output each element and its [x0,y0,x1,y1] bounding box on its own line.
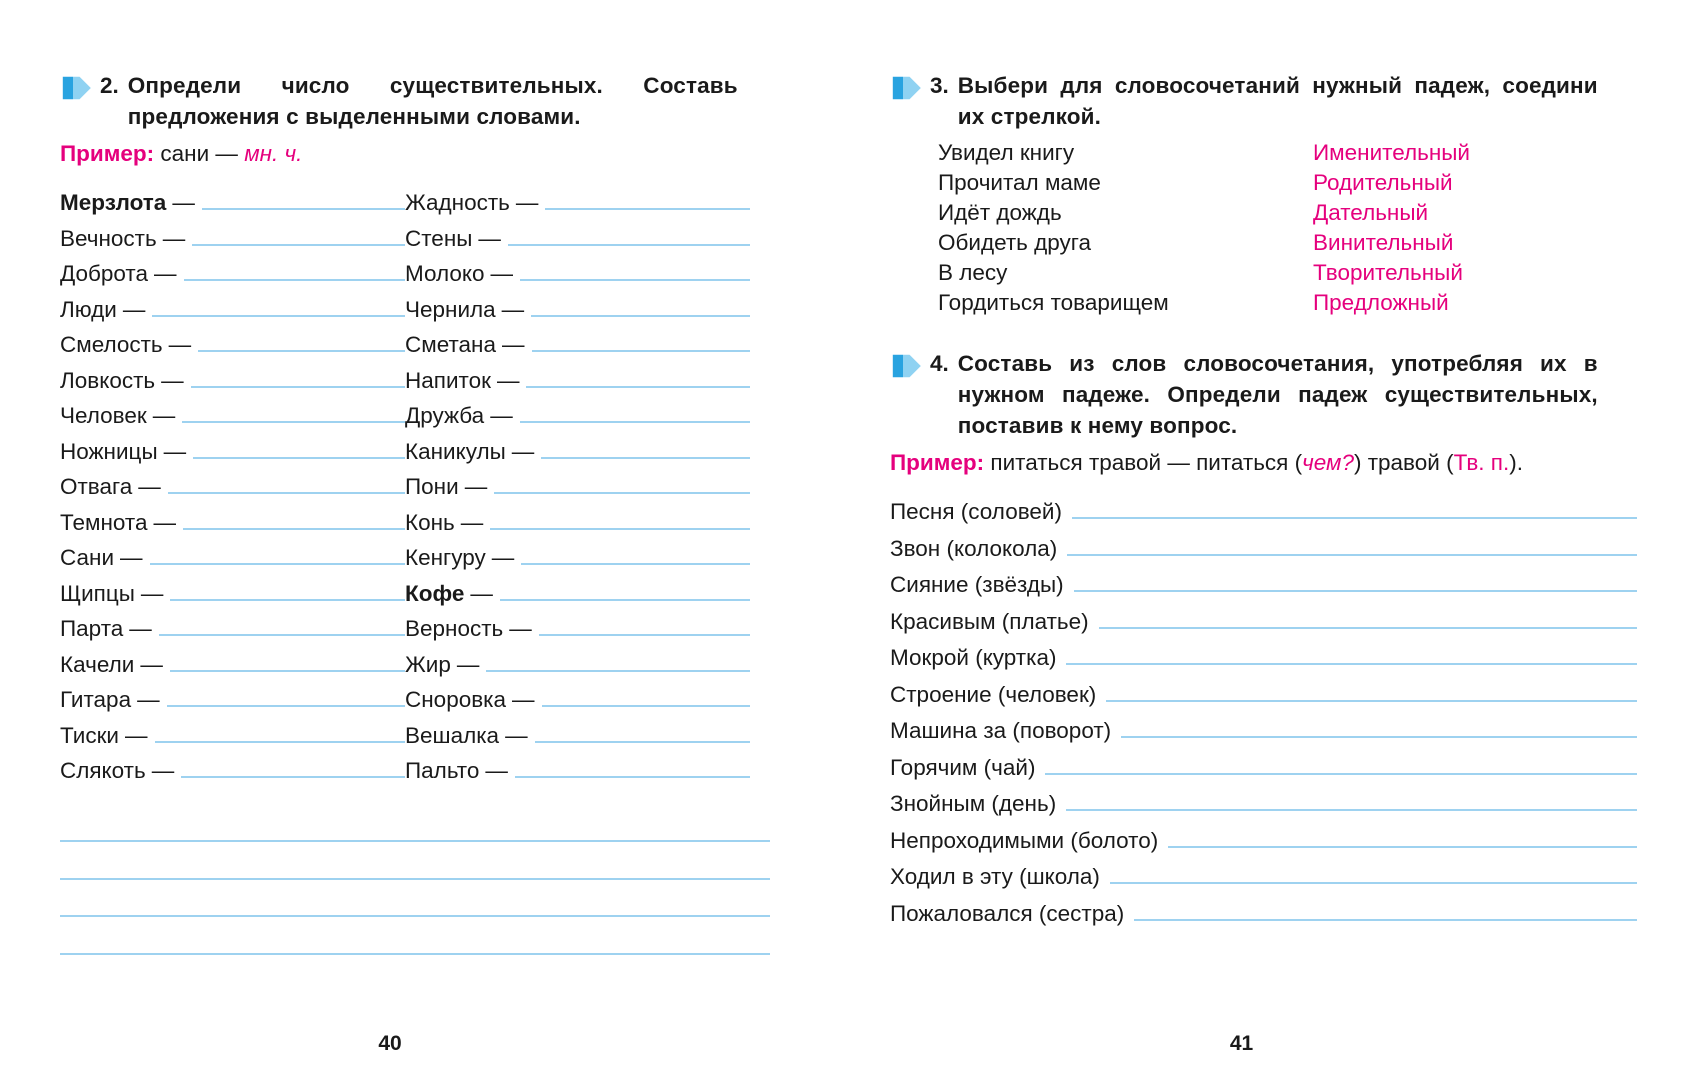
dash-separator: — [501,296,525,322]
exercise-2-columns [60,183,770,787]
dash-separator: — [125,722,148,748]
answer-blank[interactable] [159,609,405,636]
answer-blank[interactable] [181,751,405,778]
example-answer: мн. ч. [244,141,303,166]
word-fill-row [405,361,750,397]
exercise-4-rows [890,492,1637,930]
writing-line[interactable] [60,805,770,843]
word-label: Чернила [405,296,496,322]
dash-separator: — [512,687,535,712]
word-fill-row [405,716,750,752]
exercise-marker-icon [60,73,94,103]
word-fill-row [405,432,750,468]
word-label: Кенгуру [405,545,486,570]
word-fill-row [405,183,750,219]
exercise-4-example [890,447,1637,478]
exercise-3-header [890,70,1637,132]
dash-separator: — [478,225,501,251]
answer-blank[interactable] [150,538,405,565]
word-label: Гитара [60,687,132,712]
phrase-label: Песня (соловей) [890,499,1062,524]
example-label: Пример: [890,450,985,475]
dash-separator: — [490,261,514,286]
answer-blank[interactable] [1067,529,1637,556]
answer-blank[interactable] [535,716,750,743]
word-fill-row [405,538,750,574]
phrase-fill-row [890,784,1637,821]
word-fill-row [60,751,405,787]
dash-separator: — [161,367,184,393]
dash-separator: — [460,509,484,535]
phrase-label: Мокрой (куртка) [890,645,1057,670]
phrase-item[interactable]: Увидел книгу [938,140,1075,165]
answer-blank[interactable] [508,219,750,246]
answer-blank[interactable] [183,503,405,530]
word-fill-row [405,325,750,361]
phrase-label: Сияние (звёзды) [890,572,1064,597]
answer-blank[interactable] [520,396,750,423]
word-fill-row [60,325,405,361]
answer-blank[interactable] [1072,492,1637,519]
writing-line[interactable] [60,842,770,880]
example-part3: ). [1509,450,1523,475]
dash-separator: — [153,509,176,535]
answer-blank[interactable] [182,396,405,423]
phrase-item[interactable]: В лесу [938,260,1008,285]
example-text: сани — [160,141,238,166]
word-label: Сметана [405,332,496,357]
answer-blank[interactable] [184,254,406,281]
answer-blank[interactable] [192,219,405,246]
phrase-label: Красивым (платье) [890,608,1089,634]
phrase-fill-row [890,821,1637,858]
answer-blank[interactable] [490,503,750,530]
answer-blank[interactable] [1121,711,1637,738]
answer-blank[interactable] [1106,675,1637,702]
word-label: Пони [405,474,459,499]
word-label: Мерзлота [60,190,167,215]
exercise-2-header [60,70,770,132]
writing-line[interactable] [60,880,770,918]
word-label: Жир [405,651,451,677]
word-label: Тиски [60,722,119,748]
answer-blank[interactable] [1074,565,1637,592]
answer-blank[interactable] [202,183,405,210]
page-number-right: 41 [1229,1032,1254,1055]
phrase-label: Горячим (чай) [890,754,1036,780]
dash-separator: — [509,616,532,641]
word-fill-row [60,609,405,645]
answer-blank[interactable] [486,645,750,672]
answer-blank[interactable] [545,183,750,210]
answer-blank[interactable] [193,432,405,459]
page-number-left: 40 [378,1032,402,1055]
dash-separator: — [168,332,192,357]
word-fill-row [405,574,750,610]
example-part1: питаться травой — питаться ( [990,450,1303,475]
answer-blank[interactable] [1045,748,1637,775]
phrase-fill-row [890,492,1637,529]
dash-separator: — [502,332,525,357]
word-label: Напиток [405,367,491,393]
dash-separator: — [162,225,186,251]
answer-blank[interactable] [1066,784,1637,811]
phrase-label: Ходил в эту (школа) [890,864,1100,889]
phrase-item[interactable]: Идёт дождь [938,200,1062,225]
phrase-label: Пожаловался (сестра) [890,900,1125,926]
answer-blank[interactable] [167,680,405,707]
exercise-3-number: 3. [930,73,949,98]
answer-blank[interactable] [168,467,405,494]
dash-separator: — [122,296,146,322]
word-fill-row [405,467,750,503]
word-fill-row [60,538,405,574]
dash-separator: — [515,190,539,215]
word-fill-row [405,645,750,681]
word-fill-row [60,290,405,326]
answer-blank[interactable] [170,574,405,601]
phrase-fill-row [890,857,1637,894]
dash-separator: — [511,438,535,464]
phrase-fill-row [890,602,1637,639]
example-part2: ) травой ( [1353,450,1454,475]
phrase-item[interactable]: Гордиться товарищем [938,290,1169,315]
exercise-3-phrase-column [938,138,1313,318]
phrase-label: Машина за (поворот) [890,718,1112,743]
word-label: Вечность [60,225,157,251]
dash-separator: — [151,758,175,783]
answer-blank[interactable] [1066,638,1637,665]
example-question: чем? [1302,450,1354,475]
dash-separator: — [470,580,493,606]
dash-separator: — [505,722,528,748]
answer-blank[interactable] [198,325,405,352]
case-item[interactable]: Именительный [1313,140,1470,165]
word-label: Молоко [405,261,485,286]
case-item[interactable]: Винительный [1313,230,1454,255]
dash-separator: — [138,474,161,499]
case-item[interactable]: Предложный [1313,290,1449,315]
word-label: Пальто [405,758,480,783]
phrase-label: Строение (человек) [890,681,1097,707]
exercise-2-column-1 [60,183,405,787]
exercise-4-header [890,348,1637,441]
word-fill-row [60,467,405,503]
phrase-label: Непроходимыми (болото) [890,827,1159,853]
page-right [830,0,1697,1080]
exercise-4-number: 4. [930,351,949,376]
answer-blank[interactable] [541,432,750,459]
dash-separator: — [456,651,480,677]
dash-separator: — [490,403,513,428]
answer-blank[interactable] [1168,821,1637,848]
answer-blank[interactable] [500,574,750,601]
phrase-item[interactable]: Прочитал маме [938,170,1101,195]
word-label: Щипцы [60,580,135,606]
word-fill-row [405,609,750,645]
word-fill-row [405,503,750,539]
dash-separator: — [496,367,520,393]
word-label: Слякоть [60,758,146,783]
word-label: Вешалка [405,722,500,748]
word-fill-row [405,219,750,255]
exercise-3-case-column [1313,138,1613,318]
phrase-item[interactable]: Обидеть друга [938,230,1091,255]
phrase-fill-row [890,638,1637,675]
word-label: Ножницы [60,438,158,464]
answer-blank[interactable] [494,467,750,494]
word-label: Человек [60,403,147,428]
exercise-2-column-2 [405,183,750,787]
example-label: Пример: [60,141,155,166]
phrase-fill-row [890,748,1637,785]
exercise-3-matching [938,138,1637,318]
word-fill-row [60,219,405,255]
answer-blank[interactable] [521,538,750,565]
answer-blank[interactable] [170,645,405,672]
word-fill-row [405,254,750,290]
word-label: Отвага [60,474,133,499]
word-label: Кофе [405,580,465,606]
exercise-2-writing-lines [60,805,770,955]
word-fill-row [405,396,750,432]
exercise-marker-icon [890,351,924,381]
dash-separator: — [140,651,163,677]
exercise-4-title: Составь из слов словосочетания, употребляя их в нужном падеже. Определи падеж существительных, поставив к нему вопрос. [957,351,1598,438]
word-fill-row [60,254,405,290]
answer-blank[interactable] [152,290,405,317]
exercise-2-number: 2. [100,73,119,98]
word-fill-row [60,503,405,539]
word-fill-row [405,290,750,326]
dash-separator: — [485,758,508,783]
answer-blank[interactable] [515,751,750,778]
example-case-short: Тв. п. [1453,450,1510,475]
word-fill-row [60,574,405,610]
dash-separator: — [172,190,195,215]
exercise-marker-icon [890,73,924,103]
word-label: Сноровка [405,687,507,712]
word-label: Каникулы [405,438,506,464]
word-label: Конь [405,509,455,535]
dash-separator: — [129,616,152,641]
word-label: Жадность [405,190,510,215]
dash-separator: — [120,545,143,570]
word-label: Верность [405,616,504,641]
answer-blank[interactable] [191,361,405,388]
word-fill-row [60,716,405,752]
case-item[interactable]: Дательный [1313,200,1429,225]
answer-blank[interactable] [1099,602,1637,629]
dash-separator: — [491,545,515,570]
phrase-label: Знойным (день) [890,791,1057,816]
phrase-fill-row [890,675,1637,712]
word-fill-row [405,751,750,787]
exercise-3-title: Выбери для словосочетаний нужный падеж, соедини их стрелкой. [957,73,1598,129]
word-label: Ловкость [60,367,156,393]
word-fill-row [405,680,750,716]
dash-separator: — [137,687,160,712]
word-fill-row [60,396,405,432]
answer-blank[interactable] [520,254,750,281]
word-label: Сани [60,545,115,570]
phrase-fill-row [890,565,1637,602]
word-fill-row [60,361,405,397]
case-item[interactable]: Родительный [1313,170,1453,195]
word-label: Качели [60,651,135,677]
dash-separator: — [464,474,488,499]
word-label: Темнота [60,509,148,535]
word-label: Парта [60,616,124,641]
word-label: Люди [60,296,117,322]
word-fill-row [60,645,405,681]
phrase-label: Звон (колокола) [890,535,1058,561]
word-label: Стены [405,225,473,251]
word-label: Дружба [405,403,485,428]
answer-blank[interactable] [526,361,750,388]
answer-blank[interactable] [542,680,750,707]
phrase-fill-row [890,894,1637,931]
exercise-2-example [60,138,770,169]
case-item[interactable]: Творительный [1313,260,1463,285]
word-label: Смелость [60,332,163,357]
answer-blank[interactable] [531,290,750,317]
exercise-2-title: Определи число существительных. Составь предложения с выделенными словами. [127,73,738,129]
word-fill-row [60,680,405,716]
answer-blank[interactable] [532,325,751,352]
writing-line[interactable] [60,917,770,955]
word-fill-row [60,432,405,468]
answer-blank[interactable] [1110,857,1637,884]
page-left [0,0,830,1080]
dash-separator: — [163,438,187,464]
phrase-fill-row [890,711,1637,748]
dash-separator: — [140,580,164,606]
dash-separator: — [154,261,177,286]
word-fill-row [60,183,405,219]
answer-blank[interactable] [155,716,406,743]
phrase-fill-row [890,529,1637,566]
word-label: Доброта [60,261,148,286]
answer-blank[interactable] [1134,894,1637,921]
dash-separator: — [152,403,176,428]
answer-blank[interactable] [539,609,750,636]
